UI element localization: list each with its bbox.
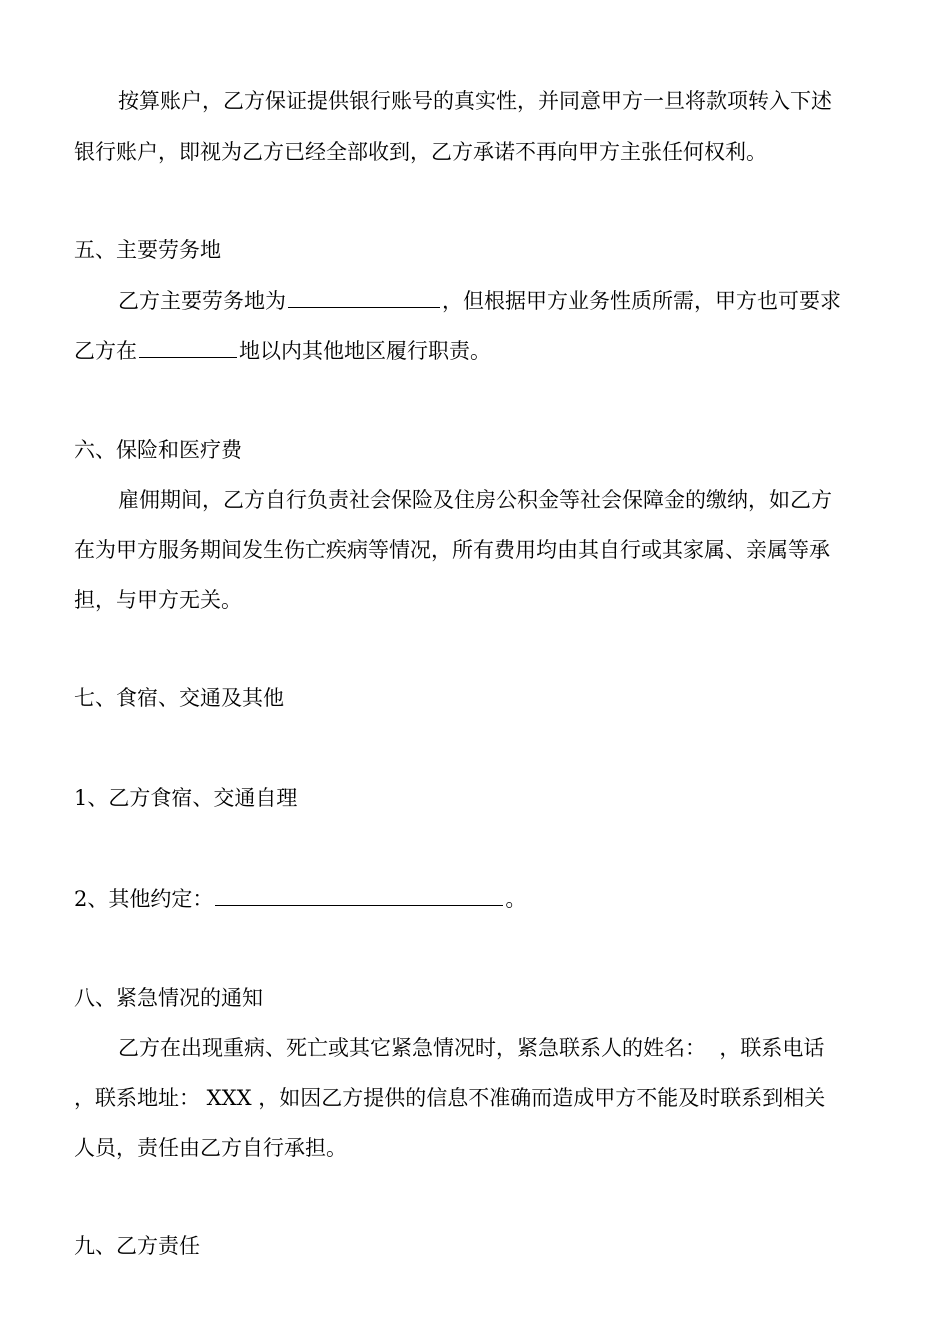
blank-underline — [215, 884, 503, 906]
paragraph-line: 乙方在出现重病、死亡或其它紧急情况时，紧急联系人的姓名： ，联系电话 — [118, 1036, 825, 1060]
paragraph-line: 按算账户，乙方保证提供银行账号的真实性，并同意甲方一旦将款项转入下述 — [118, 89, 832, 113]
text-fragment: ，但根据甲方业务性质所需，甲方也可要求 — [442, 289, 841, 313]
paragraph-line: 担，与甲方无关。 — [74, 588, 242, 612]
paragraph-line: 雇佣期间，乙方自行负责社会保险及住房公积金等社会保障金的缴纳，如乙方 — [118, 488, 832, 512]
paragraph-line: 人员，责任由乙方自行承担。 — [74, 1136, 347, 1160]
blank-underline — [288, 286, 440, 308]
paragraph-line — [118, 286, 841, 315]
section-heading: 五、主要劳务地 — [74, 238, 221, 262]
paragraph-line: 在为甲方服务期间发生伤亡疾病等情况，所有费用均由其自行或其家属、亲属等承 — [74, 538, 830, 562]
section-heading: 七、食宿、交通及其他 — [74, 686, 284, 710]
list-item — [74, 884, 526, 913]
list-item: 1、乙方食宿、交通自理 — [74, 786, 298, 810]
section-heading: 九、乙方责任 — [74, 1234, 200, 1258]
paragraph-line: 银行账户，即视为乙方已经全部收到，乙方承诺不再向甲方主张任何权利。 — [74, 140, 767, 164]
paragraph-line: ，联系地址： XXX ，如因乙方提供的信息不准确而造成甲方不能及时联系到相关 — [74, 1086, 826, 1110]
text-fragment: 2、其他约定： — [74, 887, 214, 911]
text-fragment: 地以内其他地区履行职责。 — [239, 339, 491, 363]
blank-underline — [139, 336, 237, 358]
section-heading: 六、保险和医疗费 — [74, 438, 242, 462]
text-fragment: 乙方主要劳务地为 — [118, 289, 286, 313]
paragraph-line — [74, 336, 491, 365]
text-fragment: 。 — [505, 887, 527, 911]
section-heading: 八、紧急情况的通知 — [74, 986, 263, 1010]
text-fragment: 乙方在 — [74, 339, 137, 363]
